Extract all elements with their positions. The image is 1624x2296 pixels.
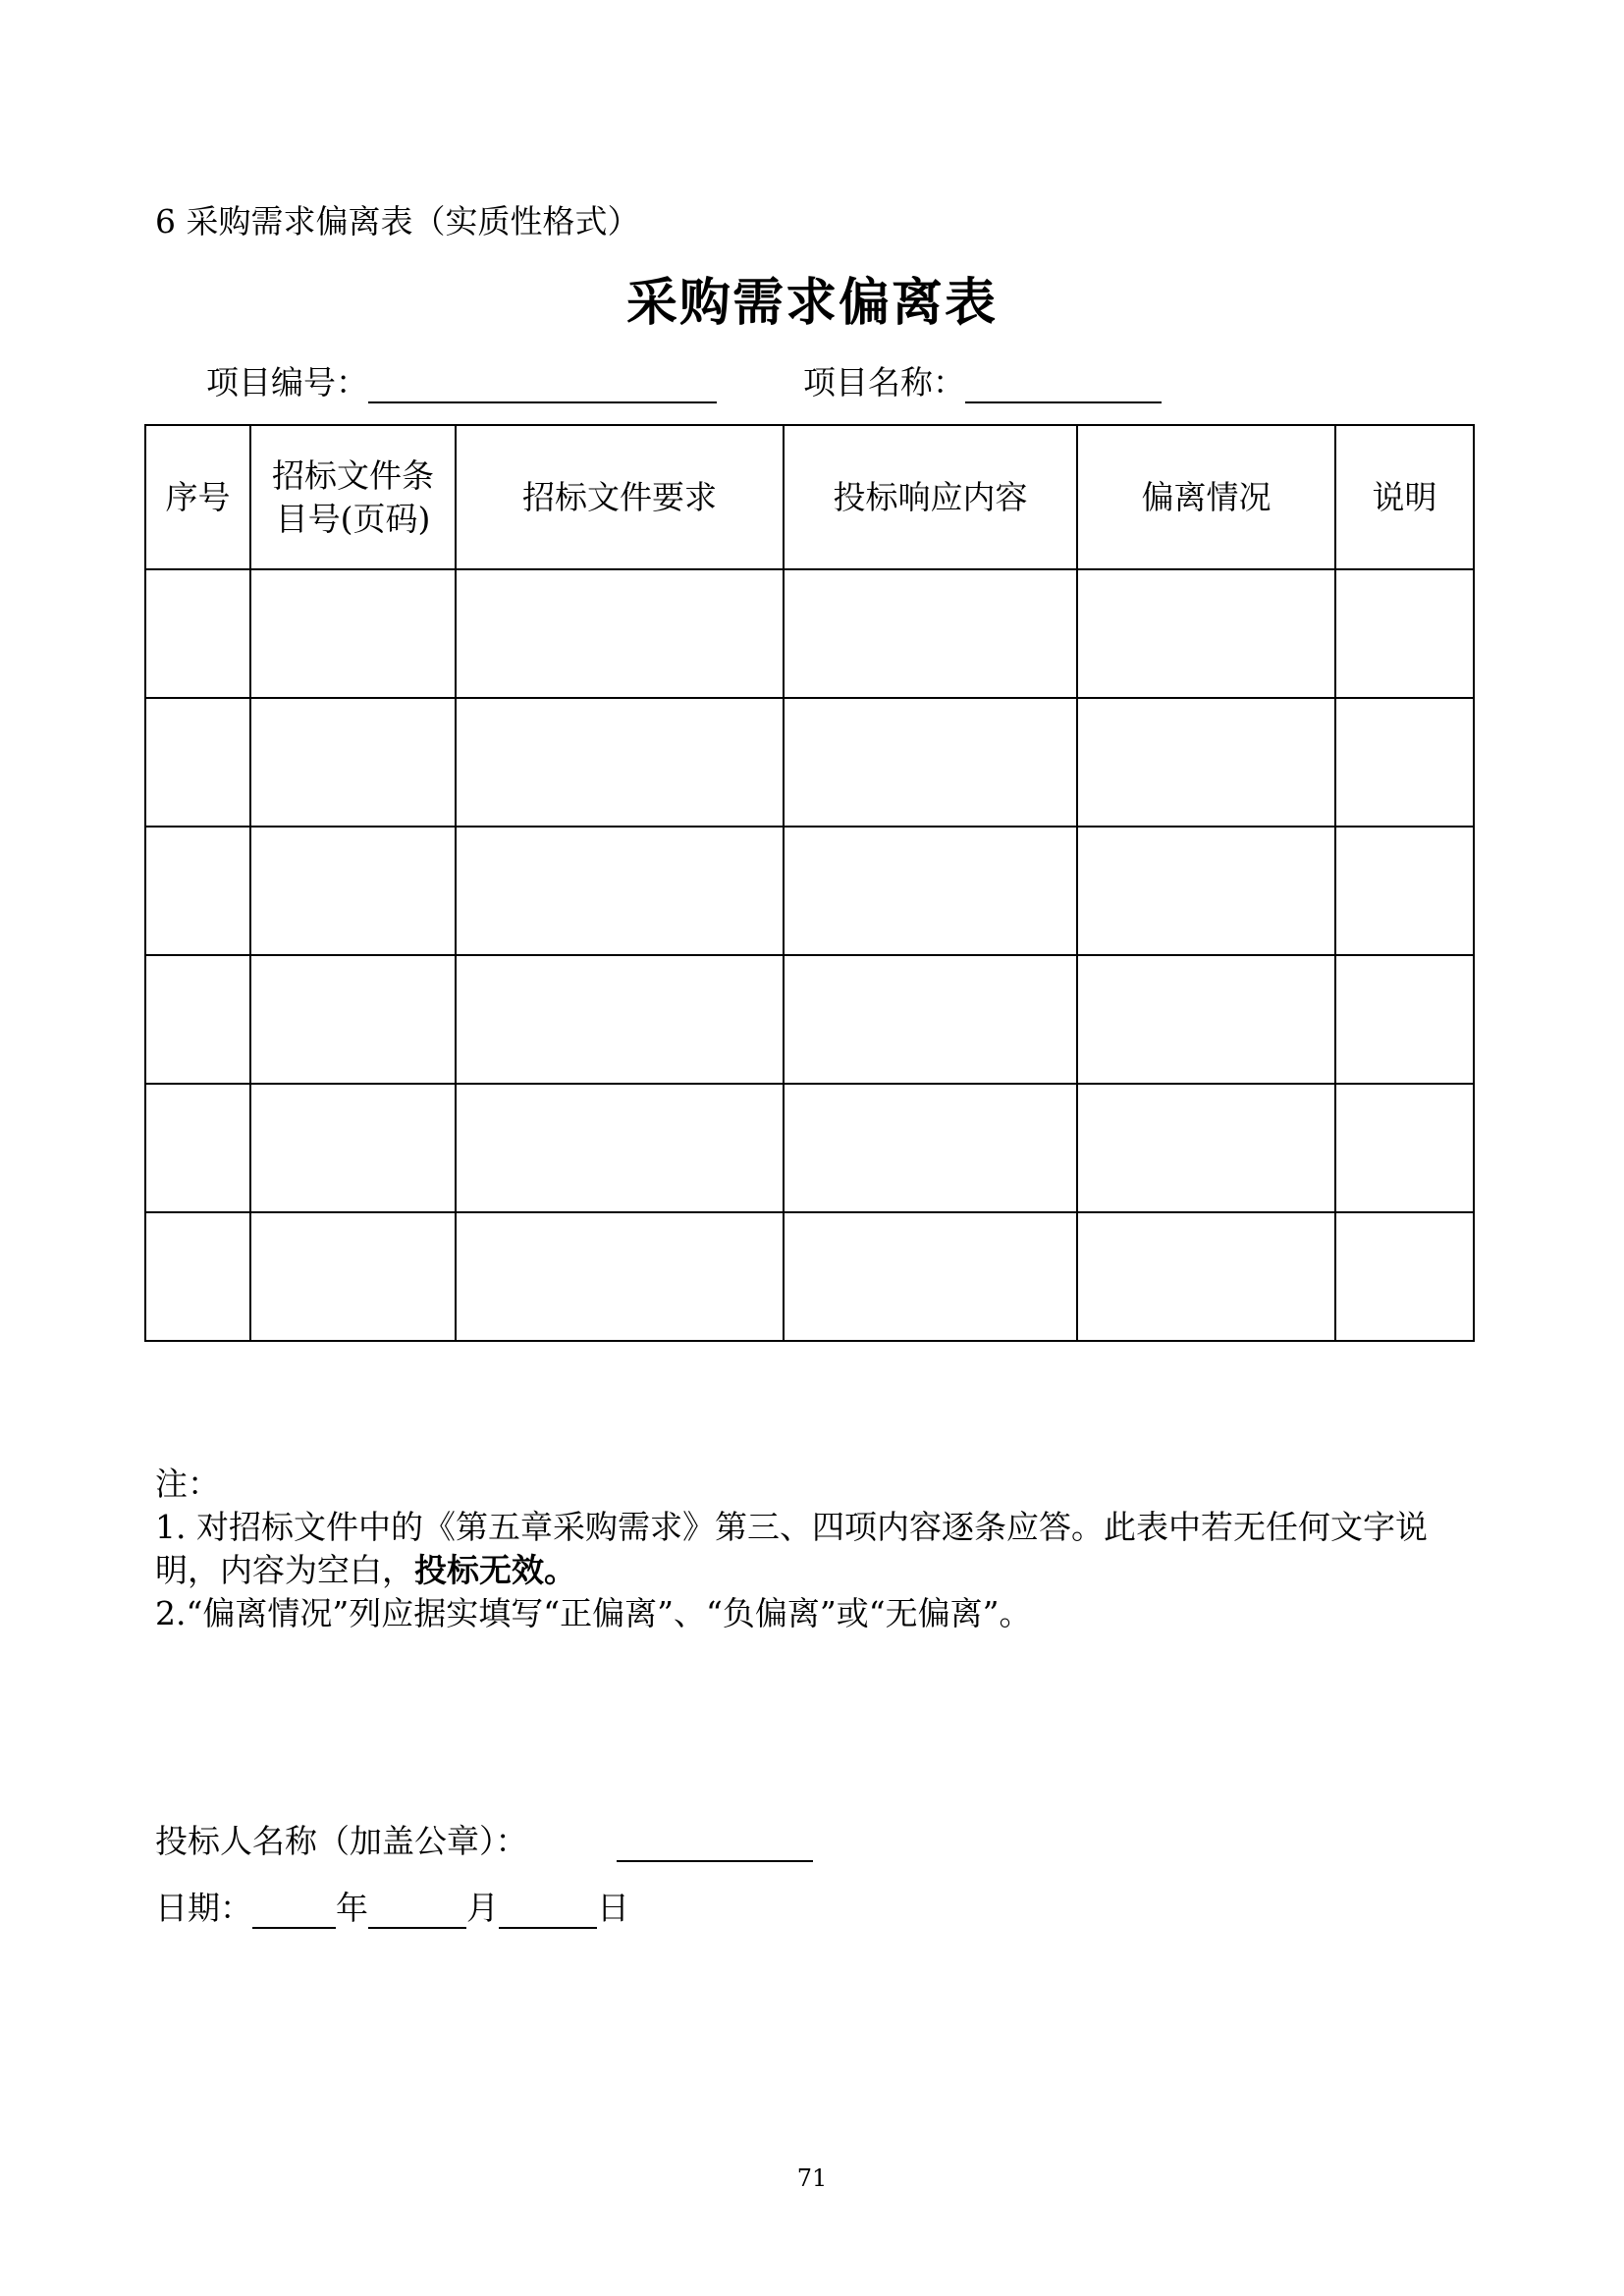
table-cell[interactable] [250,1212,456,1341]
table-row [145,1212,1474,1341]
table-cell[interactable] [456,955,784,1084]
table-row [145,955,1474,1084]
page-number: 71 [796,2164,828,2192]
table-cell[interactable] [1335,827,1474,955]
table-cell[interactable] [250,569,456,698]
table-header-row [145,425,1474,569]
table-cell[interactable] [1077,827,1335,955]
bidder-name-blank[interactable] [617,1827,813,1862]
project-number-blank[interactable] [368,368,717,403]
table-cell[interactable] [1077,569,1335,698]
table-cell[interactable] [250,955,456,1084]
project-name-label: 项目名称： [803,363,965,401]
section-heading: 6 采购需求偏离表（实质性格式） [155,202,640,240]
table-cell[interactable] [456,1084,784,1212]
note-1-emphasis: 投标无效。 [414,1551,576,1589]
notes-label: 注： [155,1465,220,1503]
table-cell[interactable] [1077,1212,1335,1341]
day-blank[interactable] [499,1894,597,1929]
table-cell[interactable] [145,698,250,827]
month-blank[interactable] [368,1894,466,1929]
table-cell[interactable] [784,955,1077,1084]
year-blank[interactable] [252,1894,336,1929]
date-field [155,1883,629,1929]
note-1-text: 1. 对招标文件中的《第五章采购需求》第三、四项内容逐条应答。此表中若无任何文字说明，内容为空白， [155,1508,1428,1589]
table-cell[interactable] [1335,1084,1474,1212]
notes-section [155,1463,1471,1635]
table-cell[interactable] [1335,1212,1474,1341]
table-cell[interactable] [456,1212,784,1341]
project-name-field [803,357,1162,403]
table-cell[interactable] [1335,955,1474,1084]
header-deviation: 偏离情况 [1077,425,1335,569]
table-cell[interactable] [145,955,250,1084]
year-label: 年 [336,1889,368,1927]
table-row [145,569,1474,698]
bidder-name-label: 投标人名称（加盖公章）： [155,1822,528,1860]
table-cell[interactable] [784,698,1077,827]
project-number-field [206,357,717,403]
table-cell[interactable] [250,827,456,955]
table-cell[interactable] [250,698,456,827]
header-requirement: 招标文件要求 [456,425,784,569]
table-cell[interactable] [784,1084,1077,1212]
table-body [145,569,1474,1341]
table-cell[interactable] [250,1084,456,1212]
day-label: 日 [597,1889,629,1927]
table-cell[interactable] [1077,698,1335,827]
table-row [145,698,1474,827]
table-row [145,1084,1474,1212]
bidder-name-field [155,1816,813,1862]
table-cell[interactable] [145,827,250,955]
table-cell[interactable] [456,698,784,827]
table-cell[interactable] [1077,1084,1335,1212]
table-cell[interactable] [1077,955,1335,1084]
project-number-label: 项目编号： [206,363,368,401]
table-cell[interactable] [1335,698,1474,827]
table-cell[interactable] [1335,569,1474,698]
table-cell[interactable] [784,827,1077,955]
header-response: 投标响应内容 [784,425,1077,569]
document-title: 采购需求偏离表 [625,273,998,333]
month-label: 月 [466,1889,499,1927]
note-1 [155,1506,1471,1592]
table-cell[interactable] [456,569,784,698]
date-label: 日期： [155,1889,252,1927]
table-cell[interactable] [784,569,1077,698]
table-cell[interactable] [145,1212,250,1341]
table-cell[interactable] [456,827,784,955]
project-name-blank[interactable] [965,368,1162,403]
table-row [145,827,1474,955]
table-cell[interactable] [145,569,250,698]
header-remarks: 说明 [1335,425,1474,569]
table-cell[interactable] [145,1084,250,1212]
header-serial-number: 序号 [145,425,250,569]
table-cell[interactable] [784,1212,1077,1341]
header-clause-page: 招标文件条 目号(页码) [250,425,456,569]
note-2: 2.“偏离情况”列应据实填写“正偏离”、“负偏离”或“无偏离”。 [155,1594,1032,1632]
deviation-table [144,424,1475,1342]
